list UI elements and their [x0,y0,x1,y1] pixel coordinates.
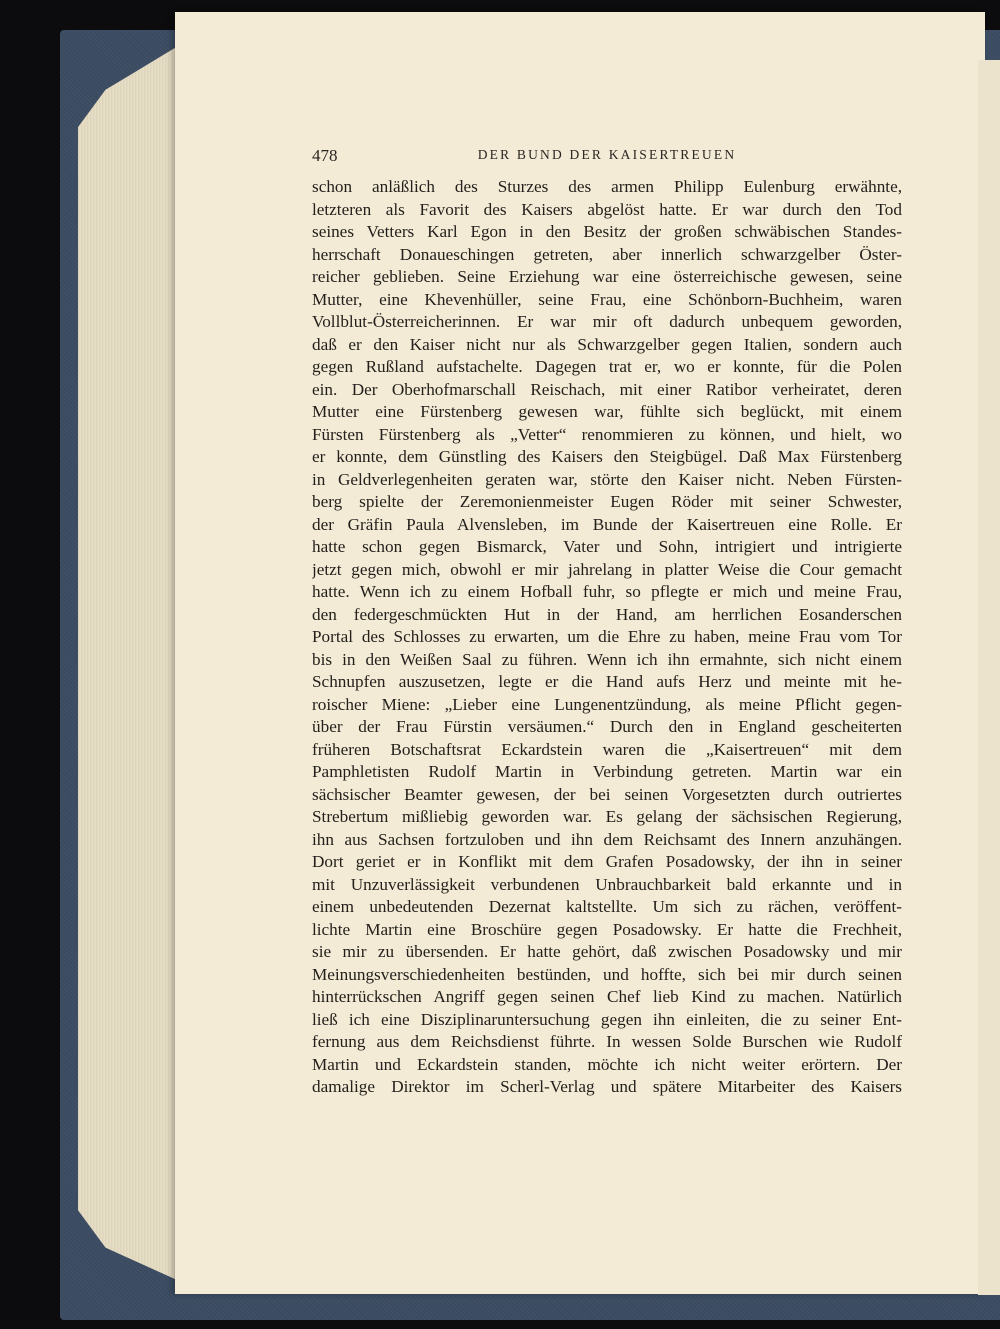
text-line: Meinungsverschiedenheiten bestünden, und hoffte, sich bei mir durch seinen [312,964,902,984]
page-number: 478 [312,146,338,165]
text-line: einem unbedeutenden Dezernat kaltstellte. Um sich zu rächen, veröffent- [312,897,902,916]
text-line: sie mir zu übersenden. Er hatte gehört, daß zwischen Posadowsky und mir [312,942,902,961]
text-line: Pamphletisten Rudolf Martin in Verbindung getreten. Martin war ein [312,762,902,781]
text-line: herrschaft Donaueschingen getreten, aber innerlich schwarzgelber Öster- [312,244,902,264]
text-line: fernung aus dem Reichsdienst führte. In wessen Solde Burschen wie Rudolf [312,1032,902,1051]
text-line: Martin und Eckardstein standen, möchte ich nicht weiter erörtern. Der [312,1054,902,1074]
text-line: schon anläßlich des Sturzes des armen Philipp Eulenburg erwähnte, [312,177,902,196]
text-line: den federgeschmückten Hut in der Hand, am herrlichen Eosanderschen [312,604,902,624]
text-line: gegen Rußland aufstachelte. Dagegen trat er, wo er konnte, für die Polen [312,357,902,376]
page-edges [78,40,188,1285]
text-line: der Gräfin Paula Alvensleben, im Bunde der Kaisertreuen eine Rolle. Er [312,514,902,534]
text-line: über der Frau Fürstin versäumen.“ Durch den in England gescheiterten [312,717,902,736]
page-header [312,146,902,166]
text-line: hatte. Wenn ich zu einem Hofball fuhr, so pflegte er mich und meine Frau, [312,582,902,601]
text-line: lichte Martin eine Broschüre gegen Posadowsky. Er hatte die Frechheit, [312,919,902,939]
text-line: Mutter eine Fürstenberg gewesen war, fühlte sich beglückt, mit einem [312,402,902,421]
text-line: Schnupfen auszusetzen, legte er die Hand aufs Herz und meinte mit he- [312,672,902,691]
text-line: Portal des Schlosses zu erwarten, um die Ehre zu haben, meine Frau vom Tor [312,627,902,646]
text-line: reicher geblieben. Seine Erziehung war eine österreichische gewesen, seine [312,267,902,286]
text-line: jetzt gegen mich, obwohl er mir jahrelang in platter Weise die Cour gemacht [312,559,902,579]
facing-page-edge [978,60,1000,1295]
text-line: hinterrückschen Angriff gegen seinen Chef lieb Kind zu machen. Natürlich [312,987,902,1006]
text-line: berg spielte der Zeremonienmeister Eugen Röder mit seiner Schwester, [312,492,902,511]
text-line: ein. Der Oberhofmarschall Reischach, mit einer Ratibor verheiratet, deren [312,379,902,399]
text-line: seines Vetters Karl Egon in den Besitz der großen schwäbischen Standes- [312,222,902,241]
text-line: Dort geriet er in Konflikt mit dem Grafen Posadowsky, der ihn in seiner [312,852,902,871]
text-line: ließ ich eine Disziplinaruntersuchung gegen ihn einleiten, die zu seiner Ent- [312,1009,902,1029]
text-line: daß er den Kaiser nicht nur als Schwarzgelber gegen Italien, sondern auch [312,334,902,354]
text-line: früheren Botschaftsrat Eckardstein waren die „Kaisertreuen“ mit dem [312,739,902,759]
text-line: Fürsten Fürstenberg als „Vetter“ renommieren zu können, und hielt, wo [312,424,902,444]
text-line: roischer Miene: „Lieber eine Lungenentzündung, als meine Pflicht gegen- [312,694,902,714]
text-line: letzteren als Favorit des Kaisers abgelöst hatte. Er war durch den Tod [312,199,902,219]
text-line: in Geldverlegenheiten geraten war, störte den Kaiser nicht. Neben Fürsten- [312,469,902,489]
text-line: Strebertum mißliebig geworden war. Es gelang der sächsischen Regierung, [312,807,902,826]
text-line: sächsischer Beamter gewesen, der bei seinen Vorgesetzten durch outriertes [312,784,902,804]
text-line: Vollblut-Österreicherinnen. Er war mir oft dadurch unbequem geworden, [312,312,902,331]
running-head: DER BUND DER KAISERTREUEN [477,147,737,162]
text-line: ihn aus Sachsen fortzuloben und ihn dem Reichsamt des Innern anzuhängen. [312,829,902,849]
text-line: bis in den Weißen Saal zu führen. Wenn ich ihn ermahnte, sich nicht einem [312,649,902,669]
text-line: er konnte, dem Günstling des Kaisers den Steigbügel. Daß Max Fürstenberg [312,447,902,466]
text-line: mit Unzuverlässigkeit verbundenen Unbrauchbarkeit bald erkannte und in [312,874,902,894]
text-line: damalige Direktor im Scherl-Verlag und spätere Mitarbeiter des Kaisers [312,1077,902,1096]
body-text [312,176,902,1099]
text-line: Mutter, eine Khevenhüller, seine Frau, eine Schönborn-Buchheim, waren [312,289,902,309]
text-line: hatte schon gegen Bismarck, Vater und Sohn, intrigiert und intrigierte [312,537,902,556]
